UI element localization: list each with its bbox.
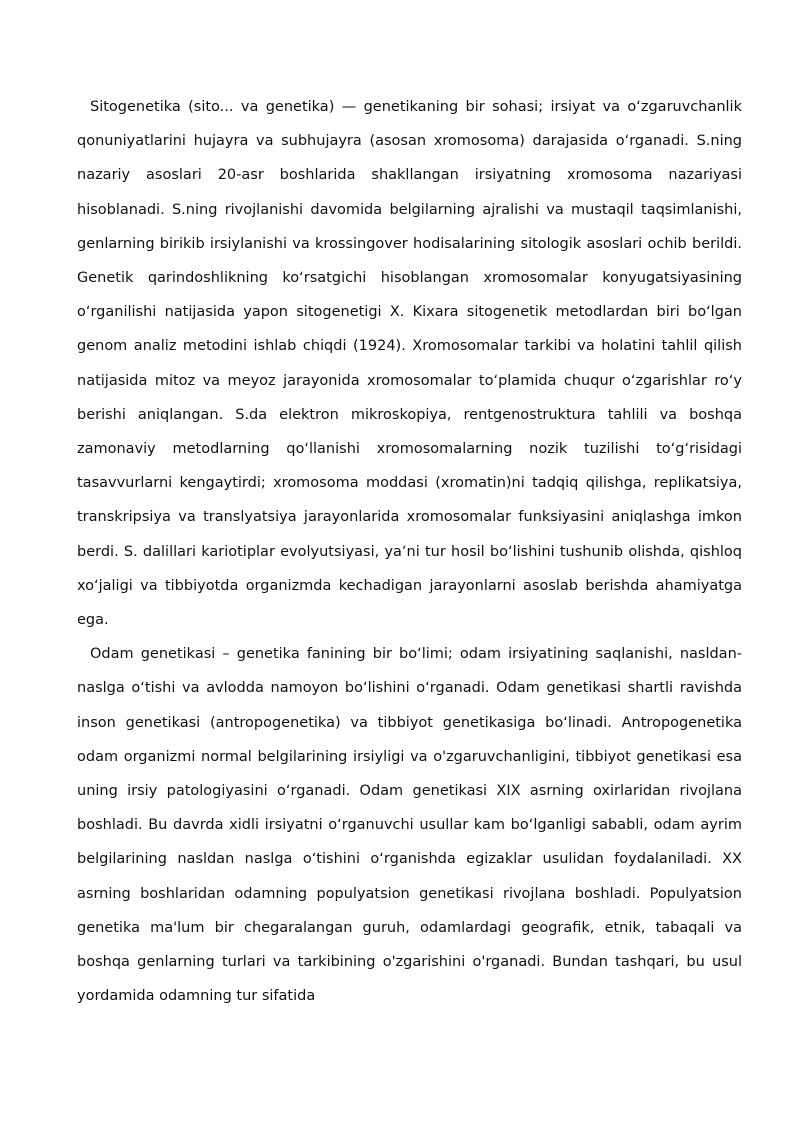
paragraph-sitogenetika: Sitogenetika (sito... va genetika) — genetikaning bir sohasi; irsiyat va oʻzgaruvchanlik qonuniyatlarini hujayra va subhujayra (asosan xromosoma) darajasida oʻrganadi. S.ning nazariy asoslari 20-asr boshlarida shakllangan irsiyatning xromosoma nazariyasi hisoblanadi. S.ning rivojlanishi davomida belgilarning ajralishi va mustaqil taqsimlanishi, genlarning birikib irsiylanishi va krossingover hodisalarining sitologik asoslari ochib berildi. Genetik qarindoshlikning koʻrsatgichi hisoblangan xromosomalar konyugatsiyasining oʻrganilishi natijasida yapon sitogenetigi X. Kixara sitogenetik metodlardan biri boʻlgan genom analiz metodini ishlab chiqdi (1924). Xromosomalar tarkibi va holatini tahlil qilish natijasida mitoz va meyoz jarayonida xromosomalar toʻplamida chuqur oʻzgarishlar roʻy berishi aniqlangan. S.da elektron mikroskopiya, rentgenostruktura tahlili va boshqa zamonaviy metodlarning qoʻllanishi xromosomalarning nozik tuzilishi toʻgʻrisidagi tasavvurlarni kengaytirdi; xromosoma moddasi (xromatin)ni tadqiq qilishga, replikatsiya, transkripsiya va translyatsiya jarayonlarida xromosomalar funksiyasini aniqlashga imkon berdi. S. dalillari kariotiplar evolyutsiyasi, yaʼni tur hosil boʻlishini tushunib olishda, qishloq xoʻjaligi va tibbiyotda organizmda kechadigan jarayonlarni asoslab berishda ahamiyatga ega. <box>77 99 742 629</box>
paragraph-odam-genetikasi: Odam genetikasi – genetika fanining bir boʻlimi; odam irsiyatining saqlanishi, nasldan-naslga oʻtishi va avlodda namoyon boʻlishini oʻrganadi. Odam genetikasi shartli ravishda inson genetikasi (antropogenetika) va tibbiyot genetikasiga boʻlinadi. Antropogenetika odam organizmi normal belgilarining irsiyligi va o'zgaruvchanligini, tibbiyot genetikasi esa uning irsiy patologiyasini oʻrganadi. Odam genetikasi XIX asrning oxirlaridan rivojlana boshladi. Bu davrda xidli irsiyatni oʻrganuvchi usullar kam boʻlganligi sababli, odam ayrim belgilarining nasldan naslga oʻtishini oʻrganishda egizaklar usulidan foydalaniladi. XX asrning boshlaridan odamning populyatsion genetikasi rivojlana boshladi. Populyatsion genetika ma'lum bir chegaralangan guruh, odamlardagi geografik, etnik, tabaqali va boshqa genlarning turlari va tarkibining o'zgarishini o'rganadi. Bundan tashqari, bu usul yordamida odamning tur sifatida <box>77 646 742 1005</box>
document-page <box>77 90 742 1013</box>
